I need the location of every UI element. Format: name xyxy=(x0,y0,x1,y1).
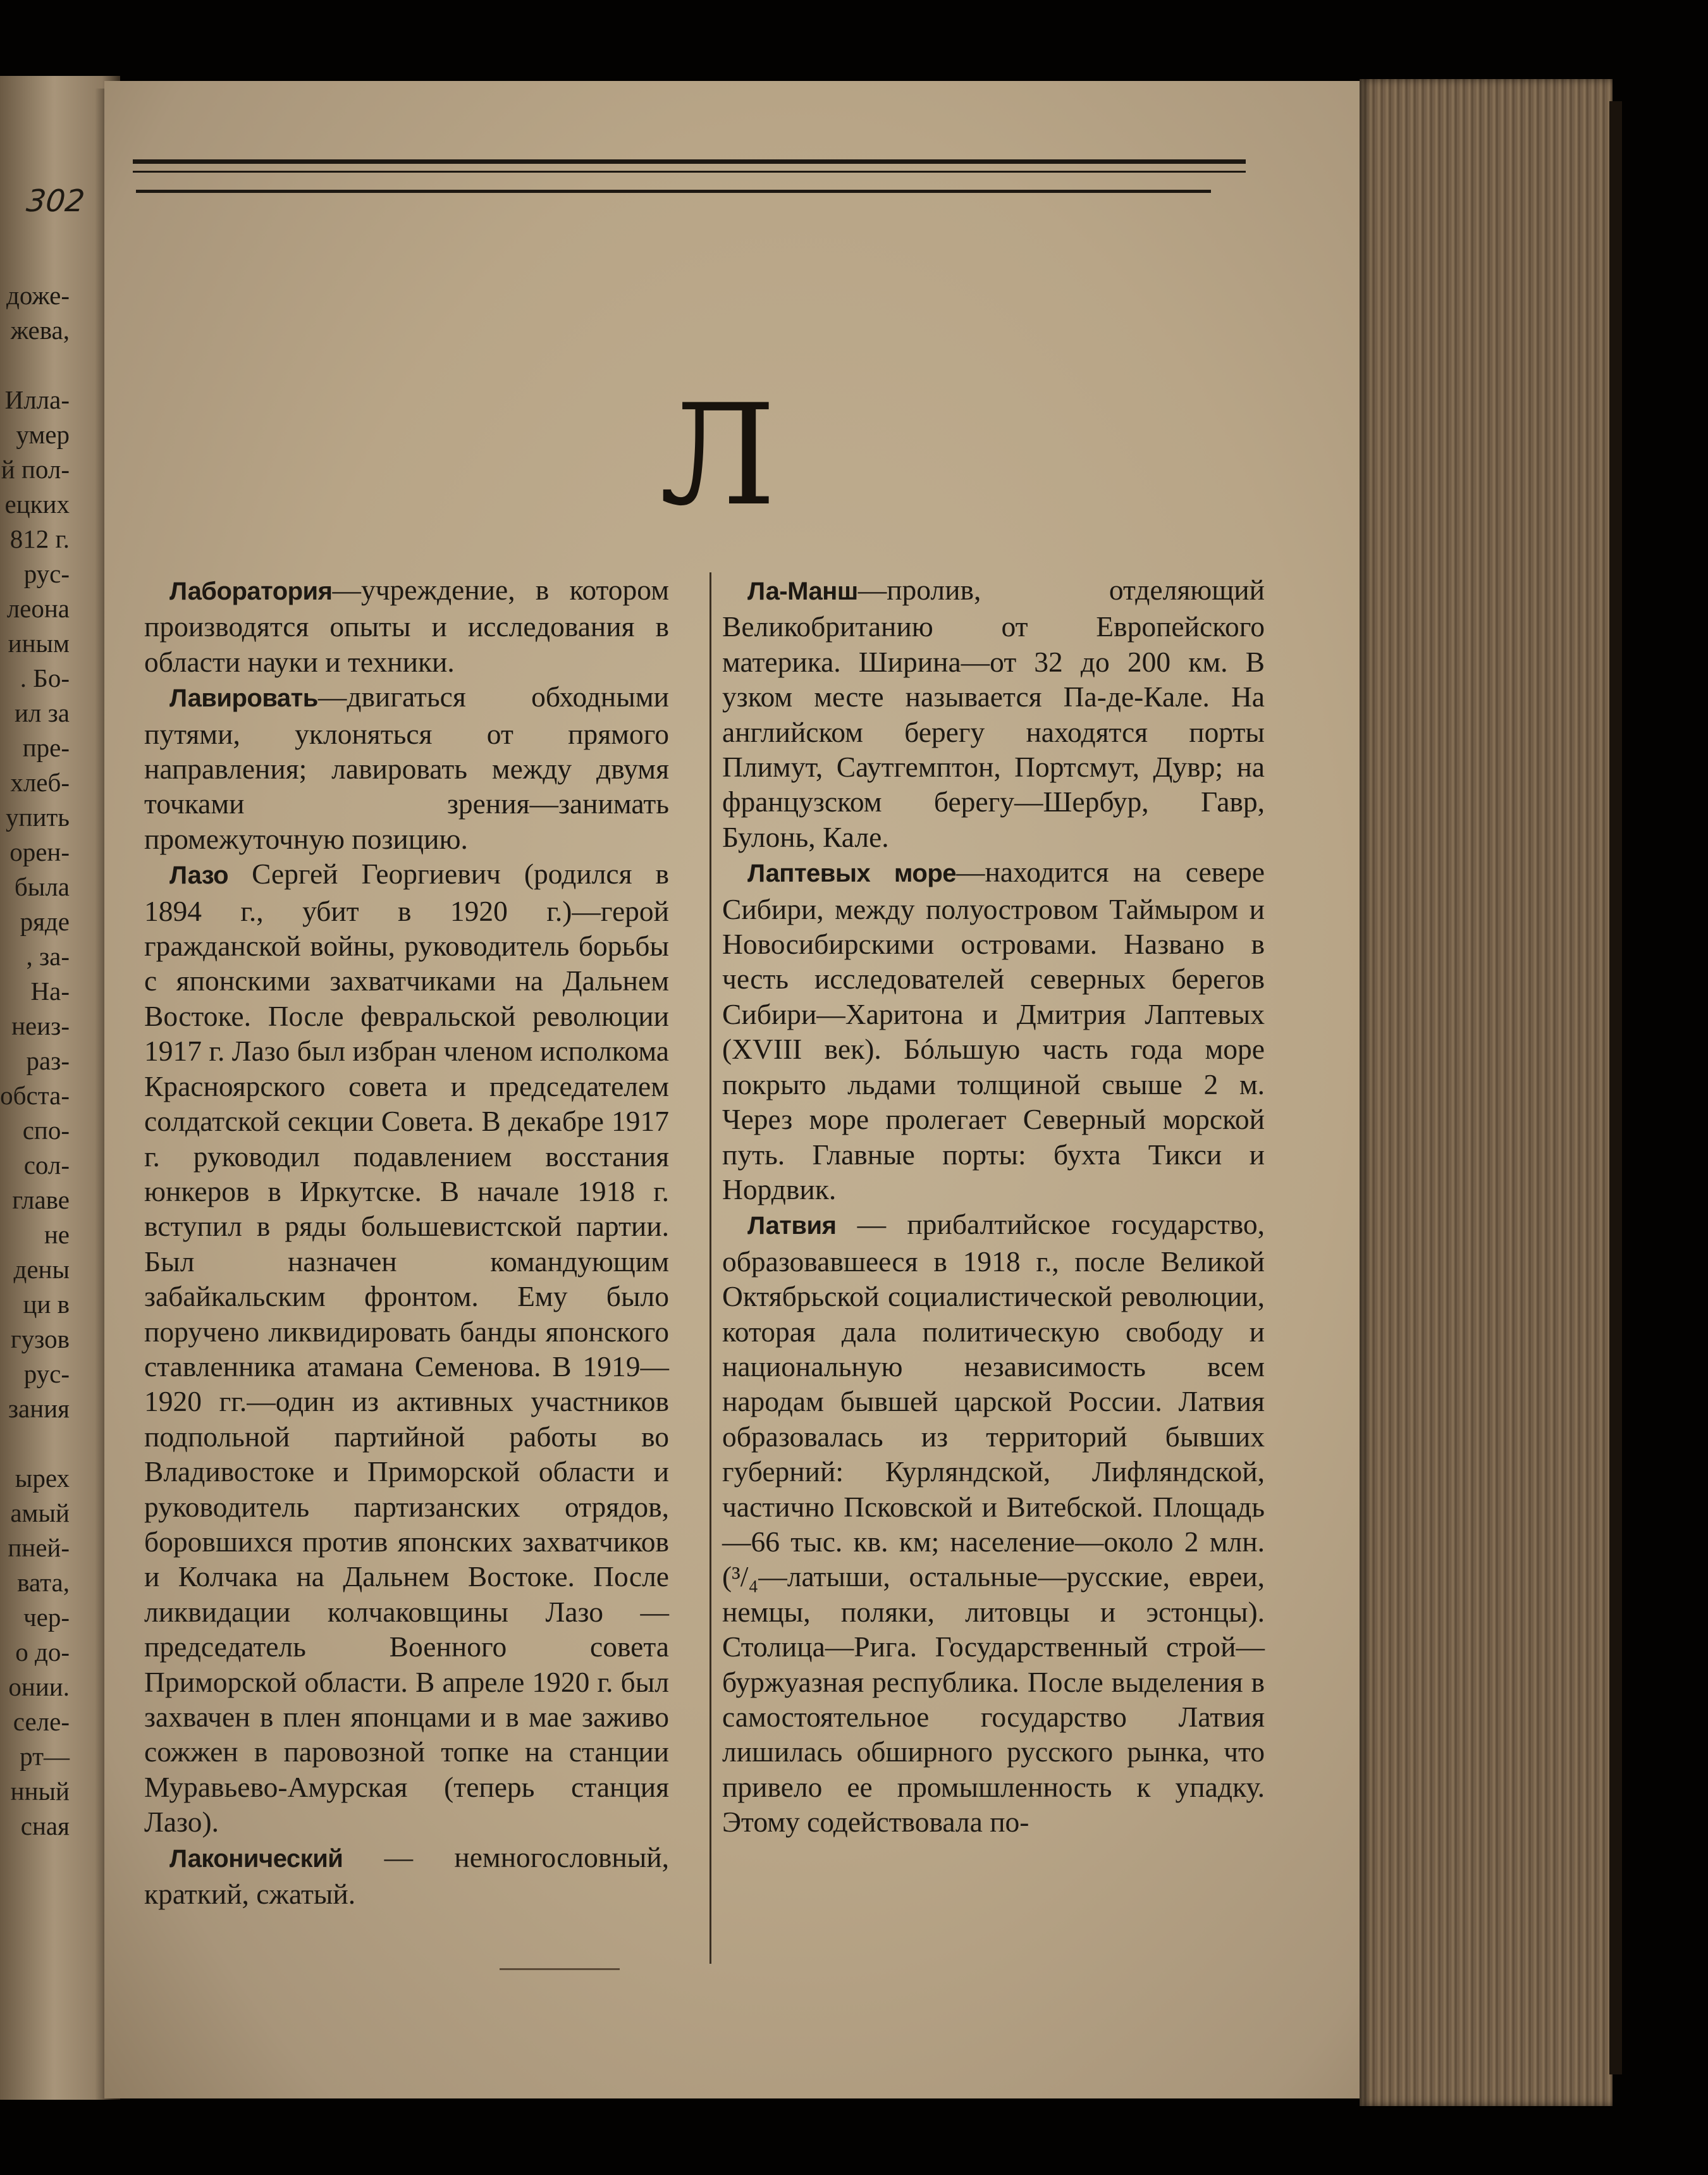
previous-page-line: неиз- xyxy=(11,1011,70,1040)
entry-definition: пролив, отделяющий Великобританию от Европейского материка. Ширина—от 32 до 200 км. В узком месте называется Па-де-Кале. На английском берегу находятся порты Плимут, Саутгемптон, Портсмут, Дувр; на французском берегу—Шербур, Гавр, Булонь, Кале. xyxy=(722,574,1265,853)
previous-page-line: иным xyxy=(8,629,70,658)
entry-separator: — xyxy=(343,1840,455,1873)
previous-page-line: ырех xyxy=(15,1463,70,1493)
previous-page-line: На- xyxy=(30,977,70,1006)
previous-page-line: онии. xyxy=(8,1672,70,1701)
dictionary-entry xyxy=(722,1207,1265,1839)
previous-page-line: леона xyxy=(6,594,70,623)
previous-page-line: хлеб- xyxy=(10,768,70,797)
header-rule-thick xyxy=(133,159,1246,164)
entry-separator: — xyxy=(836,1208,907,1241)
entry-definition: учреждение, в котором производятся опыты и исследования в области науки и техники. xyxy=(144,574,669,678)
previous-page-line: ци в xyxy=(23,1290,70,1319)
page-edges xyxy=(1360,79,1613,2106)
previous-page-line: Илла- xyxy=(4,385,70,414)
footer-mark xyxy=(500,1968,620,1970)
previous-page-line: умер xyxy=(16,420,70,449)
previous-page-line: 812 г. xyxy=(9,524,70,553)
previous-page-line: зания xyxy=(8,1394,70,1423)
previous-page-line: пней- xyxy=(8,1533,70,1562)
book-spine-shadow xyxy=(1609,101,1622,2074)
entry-definition: немногословный, краткий, сжатый. xyxy=(144,1840,669,1911)
previous-page-line: раз- xyxy=(26,1046,70,1075)
entry-separator: — xyxy=(956,856,985,889)
previous-page-line xyxy=(0,348,70,383)
entry-term: Лазо xyxy=(169,861,229,890)
previous-page-line: гузов xyxy=(10,1324,70,1353)
entry-term: Лаборатория xyxy=(169,577,333,605)
previous-page-line: й пол- xyxy=(1,455,70,484)
entry-term: Ла-Манш xyxy=(747,577,858,605)
entry-term: Лавировать xyxy=(169,684,318,713)
dictionary-entry xyxy=(144,572,669,679)
previous-page-line: сол- xyxy=(23,1150,70,1180)
previous-page-line: пре- xyxy=(22,733,70,762)
previous-page-line: ецких xyxy=(4,490,70,519)
previous-page-line: орен- xyxy=(9,837,70,866)
previous-page-line: . Бо- xyxy=(20,663,70,693)
previous-page-line: , за- xyxy=(26,942,70,971)
dictionary-entry xyxy=(144,679,669,856)
previous-page-line: рус- xyxy=(23,559,70,588)
previous-page-line: рус- xyxy=(23,1359,70,1388)
previous-page-line: вата, xyxy=(17,1568,70,1597)
previous-page-line: не xyxy=(44,1220,70,1249)
header-rule-thin xyxy=(133,171,1246,173)
right-column xyxy=(722,572,1265,1840)
dictionary-entry xyxy=(722,572,1265,854)
entry-term: Лаптевых море xyxy=(747,860,957,888)
previous-page-line: нный xyxy=(10,1777,70,1806)
left-column xyxy=(144,572,669,1911)
previous-page-line: доже- xyxy=(6,281,70,310)
previous-page-line: ил за xyxy=(14,698,70,727)
previous-page-line: о до- xyxy=(15,1637,70,1667)
previous-page-line: сная xyxy=(20,1811,70,1840)
entry-definition: находится на севере Сибири, между полуостровом Таймыром и Новосибирскими островами. Названо в честь исследователей северных берегов Сибири—Харитона и Дмитрия Лаптевых (XVIII век). Бóльшую часть года море покрыто льдами толщиной свыше 2 м. Через море пролегает Северный морской путь. Главные порты: бухта Тикси и Нордвик. xyxy=(722,856,1265,1205)
entry-term: Латвия xyxy=(747,1212,837,1240)
dictionary-entry xyxy=(722,854,1265,1207)
previous-page-line: жева, xyxy=(10,316,70,345)
previous-page-line: спо- xyxy=(22,1116,70,1145)
entry-separator: — xyxy=(332,574,361,606)
previous-page-line: чер- xyxy=(23,1603,70,1632)
entry-separator: — xyxy=(857,574,887,606)
previous-page-line: дены xyxy=(13,1255,70,1284)
header-rule-lower xyxy=(136,190,1211,193)
previous-page-line: ряде xyxy=(20,907,70,936)
previous-page-line: упить xyxy=(6,803,70,832)
page-number: 302 xyxy=(25,183,87,219)
column-divider xyxy=(710,572,711,1964)
previous-page-line: обста- xyxy=(0,1081,70,1110)
previous-page-line: амый xyxy=(10,1498,70,1527)
previous-page-line xyxy=(0,1426,70,1461)
entry-separator: — xyxy=(317,681,347,713)
previous-page-line: была xyxy=(14,872,70,901)
previous-page-line: селе- xyxy=(13,1707,70,1736)
entry-definition: прибалтийское государство, образовавшееся в 1918 г., после Великой Октябрьской социалистической революции, которая дала политическую свободу и национальную независимость всем народам бывшей царской России. Латвия образовалась из территорий бывших губерний: Курляндской, Лифляндской, частично Псковской и Витебской. Площадь—66 тыс. кв. км; население—около 2 млн. (³/₄—латыши, остальные—русские, евреи, немцы, поляки, литовцы и эстонцы). Столица—Рига. Государственный строй—буржуазная республика. После выделения в самостоятельное государство Латвия лишилась обширного русского рынка, что привело ее промышленность к упадку. Этому содействовала по- xyxy=(722,1208,1265,1839)
entry-definition: Сергей Георгиевич (родился в 1894 г., убит в 1920 г.)—герой гражданской войны, руководитель борьбы с японскими захватчиками на Дальнем Востоке. После февральской революции 1917 г. Лазо был избран членом исполкома Красноярского совета и председателем солдатской секции Совета. В декабре 1917 г. руководил подавлением восстания юнкеров в Иркутске. В начале 1918 г. вступил в ряды большевистской партии. Был назначен командующим забайкальским фронтом. Ему было поручено ликвидировать банды японского ставленника атамана Семенова. В 1919—1920 гг.—один из активных участников подпольной партийной работы во Владивостоке и Приморской области и руководитель партизанских отрядов, боровшихся против японских захватчиков и Колчака на Дальнем Востоке. После ликвидации колчаковщины Лазо — председатель Военного совета Приморской области. В апреле 1920 г. был захвачен в плен японцами и в мае заживо сожжен в паровозной топке на станции Муравьево-Амурская (теперь станция Лазо). xyxy=(144,858,669,1839)
previous-page-line: рт— xyxy=(20,1742,70,1771)
dictionary-entry xyxy=(144,856,669,1839)
entry-separator xyxy=(228,858,252,890)
entry-definition: двигаться обходными путями, уклоняться от прямого направления; лавировать между двумя точками зрения—занимать промежуточную позицию. xyxy=(144,681,669,855)
entry-term: Лаконический xyxy=(169,1844,343,1873)
dictionary-entry xyxy=(144,1840,669,1912)
previous-page-line: главе xyxy=(12,1185,70,1214)
section-letter: Л xyxy=(660,374,776,536)
